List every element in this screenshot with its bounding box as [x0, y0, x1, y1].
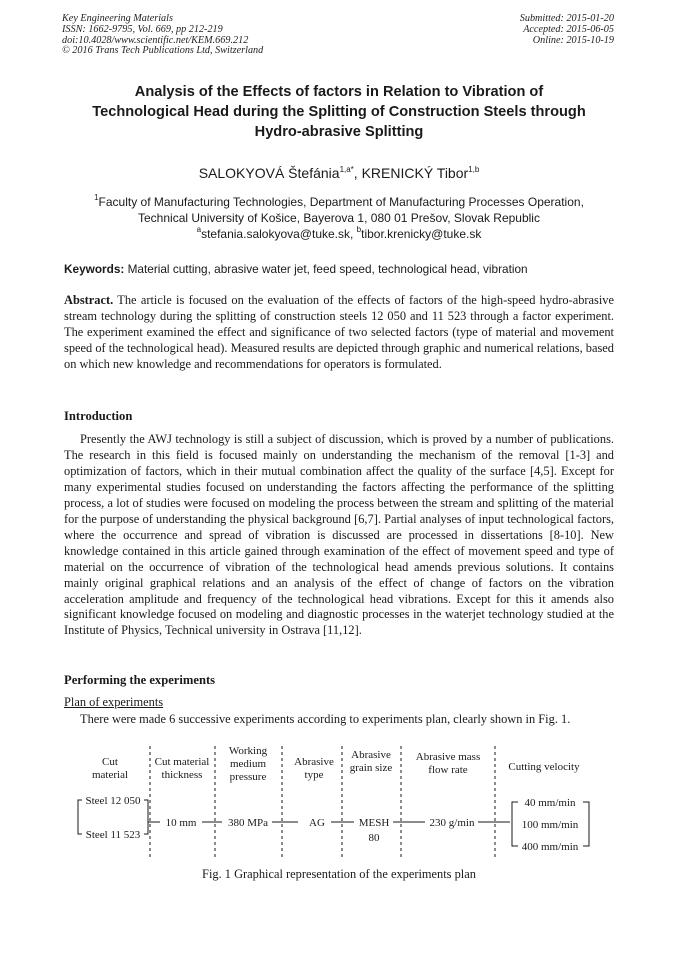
author-1: SALOKYOVÁ Štefánia	[198, 165, 340, 181]
header-thickness-2: thickness	[161, 769, 203, 781]
accepted-date: Accepted: 2015-06-05	[523, 23, 614, 35]
header-velocity: Cutting velocity	[508, 761, 580, 773]
value-flow-rate: 230 g/min	[429, 817, 475, 829]
abstract	[64, 293, 614, 373]
figure-caption: Fig. 1 Graphical representation of the experiments plan	[202, 867, 476, 881]
value-grain-size-80: 80	[368, 832, 380, 844]
value-grain-size-mesh: MESH	[358, 817, 390, 829]
title-line-3: Hydro-abrasive Splitting	[254, 124, 424, 140]
velocity-right-bracket	[583, 802, 589, 846]
journal-issn: ISSN: 1662-9795, Vol. 669, pp 212-219	[62, 23, 223, 35]
keywords-text: Material cutting, abrasive water jet, feed speed, technological head, vibration	[127, 262, 528, 276]
value-velocity-40: 40 mm/min	[524, 797, 576, 809]
header-pressure-2: medium	[229, 758, 267, 770]
author-1-affiliation-mark: 1,a*	[339, 165, 354, 174]
author-2: KRENICKÝ Tibor	[361, 165, 469, 181]
journal-header-right	[520, 14, 614, 46]
journal-name: Key Engineering Materials	[62, 13, 173, 24]
value-thickness: 10 mm	[165, 817, 197, 829]
experiments-heading: Performing the experiments	[64, 673, 216, 687]
header-flow-rate-1: Abrasive mass	[415, 751, 481, 763]
header-cut-material-2: material	[91, 769, 129, 781]
abstract-text: The article is focused on the evaluation of the effects of factors of the high-speed hydro-abrasive stream technology during the splitting of construction steels 12 050 and 11 523 through a factor experiment. The experiment examined the effect and significance of two selected factors (type of material and movement speed of the technological head). Measured results are depicted through graphic and numerical relations, based on which new knowledge and recommendations for operators is formulated.	[64, 293, 614, 371]
velocity-left-bracket	[512, 802, 518, 846]
journal-doi: doi:10.4028/www.scientific.net/KEM.669.212	[62, 34, 249, 46]
email-separator: ,	[350, 227, 357, 241]
email-b[interactable]: tibor.krenicky@tuke.sk	[361, 227, 482, 241]
value-abrasive-type: AG	[309, 817, 325, 829]
value-velocity-400: 400 mm/min	[521, 841, 579, 853]
material-right-bracket	[144, 800, 148, 834]
affiliation-line-1: Faculty of Manufacturing Technologies, Department of Manufacturing Processes Operation,	[98, 195, 584, 209]
submitted-date: Submitted: 2015-01-20	[519, 13, 614, 24]
email-a[interactable]: stefania.salokyova@tuke.sk	[201, 227, 350, 241]
header-grain-size-1: Abrasive	[351, 749, 391, 761]
header-cut-material-1: Cut	[102, 756, 118, 768]
paper-title	[40, 82, 638, 142]
affiliation-line-2: Technical University of Košice, Bayerova 1, 080 01 Prešov, Slovak Republic	[138, 210, 540, 225]
header-abrasive-type-1: Abrasive	[294, 756, 334, 768]
header-abrasive-type-2: type	[304, 769, 324, 781]
header-flow-rate-2: flow rate	[428, 764, 468, 776]
header-grain-size-2: grain size	[349, 762, 393, 774]
abstract-label: Abstract.	[64, 293, 114, 307]
value-pressure: 380 MPa	[227, 817, 269, 829]
value-velocity-100: 100 mm/min	[521, 819, 579, 831]
material-left-bracket	[78, 800, 82, 834]
online-date: Online: 2015-10-19	[532, 34, 614, 46]
plan-subheading: Plan of experiments	[64, 695, 164, 709]
experiment-plan-diagram	[60, 742, 620, 862]
email-b-mark: b	[356, 225, 362, 234]
author-2-affiliation-mark: 1,b	[468, 165, 480, 174]
title-line-1: Analysis of the Effects of factors in Relation to Vibration of	[134, 84, 544, 100]
header-pressure-1: Working	[228, 745, 268, 757]
plan-text: There were made 6 successive experiments according to experiments plan, clearly shown in Fig. 1.	[80, 712, 571, 726]
introduction-heading: Introduction	[64, 409, 133, 423]
introduction-text: Presently the AWJ technology is still a subject of discussion, which is proved by a number of publications. The research in this field is focused mainly on understanding the mechanism of the removal [1-3] and optimization of factors, which in their mutual combination affect the quality of the surface [4,5]. Except for many experimental studies focused on understanding the factors affecting the performance of the splitting process, a lot of studies were focused on modeling the process between the stream and splitting of the material for the purpose of understanding the physical background [6,7]. Partial analyses of input technological factors, where the occurrence and spread of vibration is discussed are processed in dissertations [8-10]. New knowledge contained in this article gained through examination of the effect of movement speed and type of material on the occurrence of vibration of the technological head amends previous solutions. It contains mainly original graphical relations and an analysis of the effect of change of factors on the vibration acceleration amplitude and frequency of the technological head vibrations. Except for this it amends also significant knowledge focused on modeling and diagnostic processes in the waterjet technology studied at the Institute of Physics, Technical university in Ostrava [11,12].	[64, 432, 614, 638]
keywords-label: Keywords:	[64, 262, 125, 276]
author-list	[0, 165, 678, 181]
keywords	[64, 262, 620, 276]
experiment-plan-figure	[60, 742, 620, 862]
journal-copyright: © 2016 Trans Tech Publications Ltd, Switzerland	[62, 45, 264, 57]
affiliation	[40, 190, 638, 226]
email-a-mark: a	[196, 225, 202, 234]
header-pressure-3: pressure	[229, 771, 267, 783]
material-steel-11523: Steel 11 523	[85, 829, 141, 841]
affiliation-mark: 1	[94, 193, 99, 202]
journal-header-left	[62, 14, 263, 57]
header-thickness-1: Cut material	[154, 756, 210, 768]
author-separator: ,	[353, 165, 362, 181]
material-steel-12050: Steel 12 050	[85, 795, 141, 807]
author-emails	[0, 225, 678, 241]
title-line-2: Technological Head during the Splitting of Construction Steels through	[92, 104, 586, 120]
